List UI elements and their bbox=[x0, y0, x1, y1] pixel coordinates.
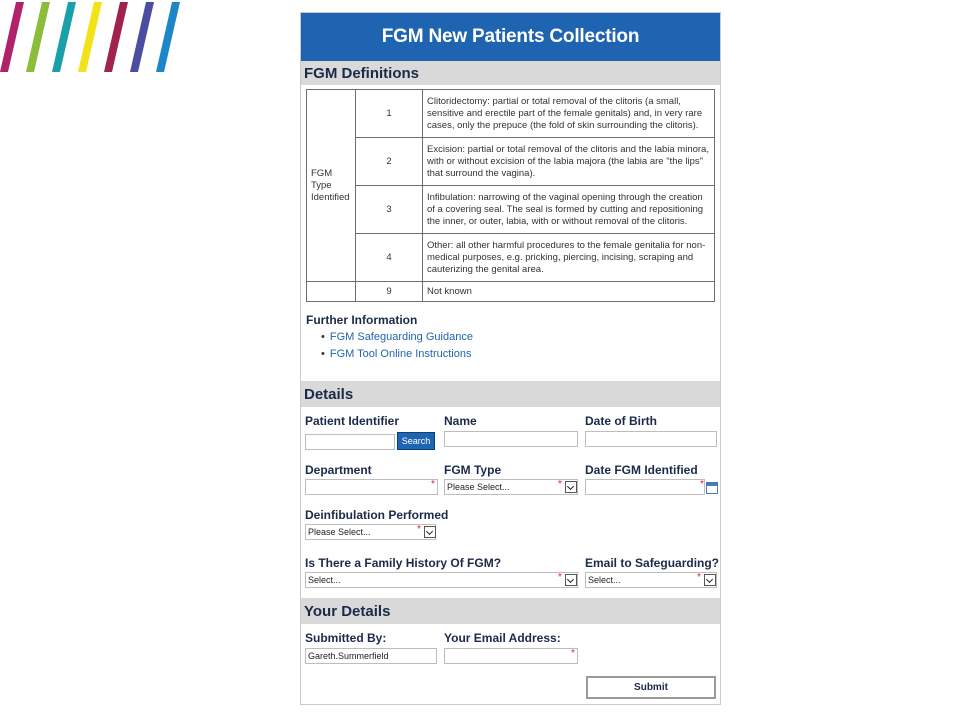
definition-text: Other: all other harmful procedures to the female genitalia for non-medical purposes, e.g. pricking, piercing, incising, scraping and cauterizing the genital area. bbox=[423, 234, 715, 282]
definition-num: 4 bbox=[356, 234, 423, 282]
fgm-type-label: FGM Type bbox=[444, 463, 502, 477]
further-links bbox=[321, 329, 473, 363]
definitions-table bbox=[306, 89, 715, 302]
details-section-title: Details bbox=[301, 381, 720, 407]
deinfibulation-label: Deinfibulation Performed bbox=[305, 508, 449, 522]
name-label: Name bbox=[444, 414, 477, 428]
your-details-section-title: Your Details bbox=[301, 598, 720, 624]
chevron-down-icon[interactable] bbox=[565, 574, 577, 586]
date-identified-label: Date FGM Identified bbox=[585, 463, 698, 477]
dob-input[interactable] bbox=[585, 431, 717, 447]
definition-num: 9 bbox=[356, 282, 423, 302]
required-marker: * bbox=[558, 572, 562, 583]
department-input[interactable] bbox=[305, 479, 438, 495]
required-marker: * bbox=[431, 479, 435, 490]
family-history-label: Is There a Family History Of FGM? bbox=[305, 556, 502, 570]
definition-num: 2 bbox=[356, 138, 423, 186]
patient-identifier-label: Patient Identifier bbox=[305, 414, 400, 428]
email-label: Your Email Address: bbox=[444, 631, 561, 645]
patient-identifier-input[interactable] bbox=[305, 434, 395, 450]
dob-label: Date of Birth bbox=[585, 414, 657, 428]
department-label: Department bbox=[305, 463, 372, 477]
submitted-by-label: Submitted By: bbox=[305, 631, 387, 645]
family-history-select[interactable]: Select... bbox=[305, 572, 578, 588]
definition-text: Infibulation: narrowing of the vaginal opening through the creation of a covering seal. The seal is formed by cutting and repositioning the inner, or outer, labia, with or without removal of the clitoris. bbox=[423, 186, 715, 234]
submit-button[interactable]: Submit bbox=[586, 676, 716, 699]
definition-text: Not known bbox=[423, 282, 715, 302]
fgm-type-row-header-cont bbox=[307, 282, 356, 302]
email-safeguarding-label: Email to Safeguarding? bbox=[585, 556, 720, 570]
date-identified-input[interactable] bbox=[585, 479, 705, 495]
definition-num: 3 bbox=[356, 186, 423, 234]
decorative-stripes bbox=[0, 0, 190, 78]
chevron-down-icon[interactable] bbox=[424, 526, 436, 538]
definitions-section-title: FGM Definitions bbox=[301, 61, 720, 85]
required-marker: * bbox=[417, 524, 421, 535]
deinfibulation-select[interactable]: Please Select... bbox=[305, 524, 436, 540]
fgm-type-row-header: FGM Type Identified bbox=[307, 90, 356, 282]
email-safeguarding-select[interactable]: Select... bbox=[585, 572, 717, 588]
definition-text: Clitoridectomy: partial or total removal of the clitoris (a small, sensitive and erectile part of the female genitals) and, in very rare cases, only the prepuce (the fold of skin surrounding the clitoris). bbox=[423, 90, 715, 138]
link-tool-instructions[interactable]: • FGM Tool Online Instructions bbox=[321, 346, 473, 363]
required-marker: * bbox=[700, 479, 704, 490]
required-marker: * bbox=[558, 479, 562, 490]
fgm-form bbox=[300, 12, 721, 705]
email-input[interactable] bbox=[444, 648, 578, 664]
chevron-down-icon[interactable] bbox=[704, 574, 716, 586]
definition-text: Excision: partial or total removal of the clitoris and the labia minora, with or without excision of the labia majora (the labia are "the lips" that surround the vagina). bbox=[423, 138, 715, 186]
name-input[interactable] bbox=[444, 431, 578, 447]
search-button[interactable]: Search bbox=[397, 432, 435, 450]
chevron-down-icon[interactable] bbox=[565, 481, 577, 493]
fgm-type-select[interactable]: Please Select... bbox=[444, 479, 578, 495]
definition-num: 1 bbox=[356, 90, 423, 138]
required-marker: * bbox=[697, 572, 701, 583]
calendar-icon[interactable] bbox=[706, 482, 718, 494]
form-title: FGM New Patients Collection bbox=[301, 13, 720, 61]
link-safeguarding-guidance[interactable]: • FGM Safeguarding Guidance bbox=[321, 329, 473, 346]
submitted-by-input[interactable]: Gareth.Summerfield bbox=[305, 648, 437, 664]
further-information-title: Further Information bbox=[306, 313, 418, 327]
required-marker: * bbox=[571, 648, 575, 659]
